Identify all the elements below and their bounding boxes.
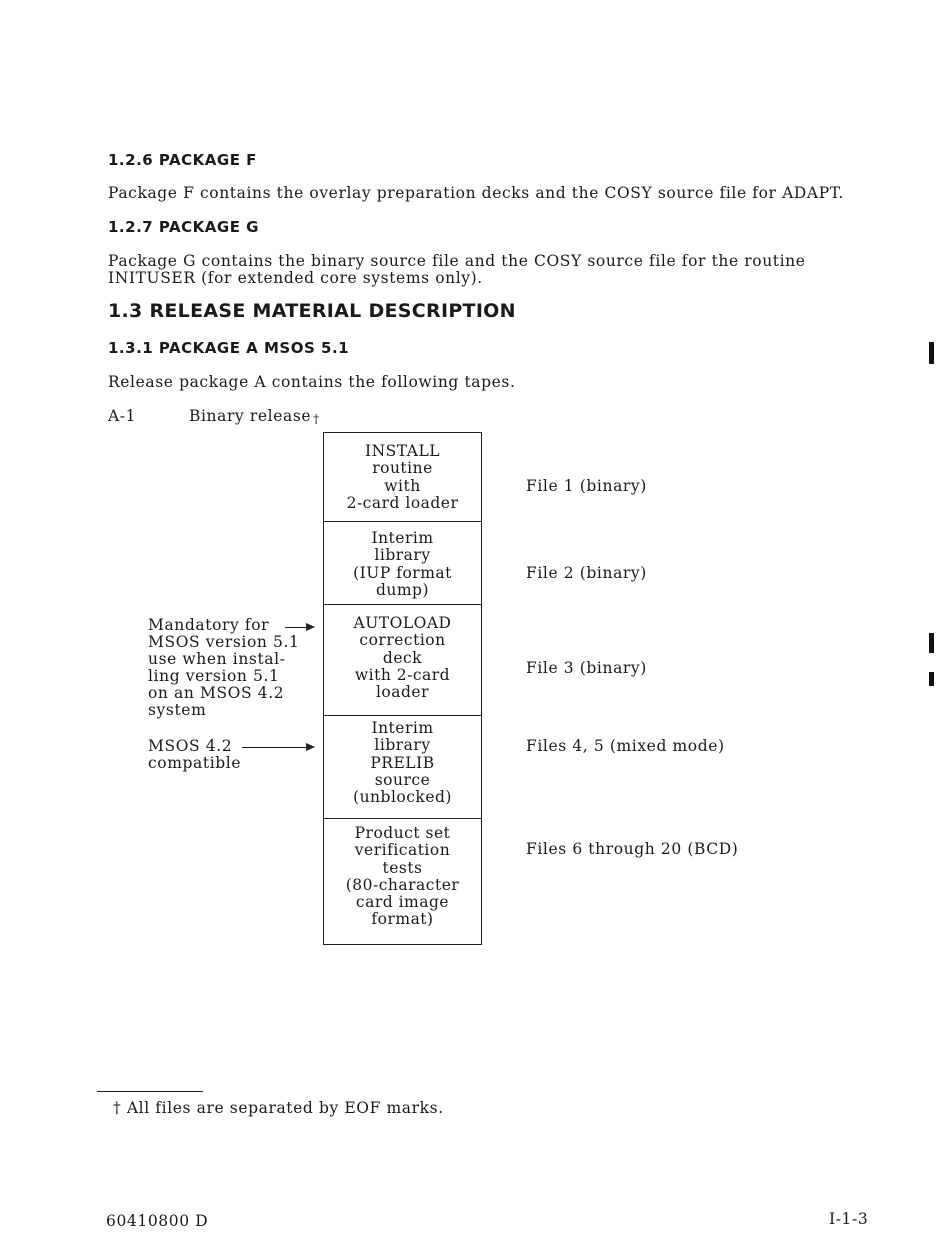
mandatory-arrow (285, 627, 313, 628)
note-mandatory-line: system (148, 701, 207, 719)
block-5-line: Product set (354, 824, 451, 842)
block-4-line: Interim (371, 719, 434, 737)
section-heading-1-2-6: 1.2.6 PACKAGE F (108, 151, 257, 169)
paragraph-package-g-line1: Package G contains the binary source file and the COSY source file for the routine (108, 252, 806, 270)
change-bar (929, 672, 934, 686)
tape-block-2 (324, 521, 481, 604)
file-label-3: File 3 (binary) (526, 659, 647, 677)
change-bar (929, 633, 934, 653)
block-2-line: (IUP format (353, 563, 452, 582)
section-heading-1-3: 1.3 RELEASE MATERIAL DESCRIPTION (108, 300, 516, 322)
block-2-line: Interim (371, 529, 434, 547)
section-heading-1-3-1: 1.3.1 PACKAGE A MSOS 5.1 (108, 339, 350, 357)
page-number: I-1-3 (829, 1210, 869, 1228)
block-1-line: routine (372, 459, 433, 478)
block-5-line: verification (354, 841, 451, 860)
note-mandatory-line: use when instal- (148, 650, 286, 668)
note-compatible (148, 738, 241, 772)
file-label-5: Files 6 through 20 (BCD) (526, 840, 739, 858)
block-3-line: AUTOLOAD (353, 614, 452, 632)
block-1-line: with (384, 476, 421, 495)
note-mandatory-line: MSOS version 5.1 (148, 633, 300, 651)
footnote: † All files are separated by EOF marks. (113, 1099, 444, 1117)
section-heading-1-2-7: 1.2.7 PACKAGE G (108, 218, 259, 236)
tape-block-4 (324, 715, 481, 818)
file-label-1: File 1 (binary) (526, 477, 647, 495)
block-3-line: loader (375, 683, 430, 702)
note-compatible-line: compatible (148, 754, 242, 772)
block-5-line: card image (355, 893, 450, 912)
block-1-line: INSTALL (364, 442, 441, 460)
footnote-rule (97, 1091, 203, 1092)
file-label-2: File 2 (binary) (526, 564, 647, 582)
block-3-line: deck (382, 648, 423, 667)
block-5-line: tests (382, 858, 423, 877)
file-label-4: Files 4, 5 (mixed mode) (526, 737, 725, 755)
tape-block-1 (324, 432, 481, 521)
note-mandatory-line: on an MSOS 4.2 (148, 684, 285, 702)
block-5-line: format) (371, 910, 434, 929)
tape-title (189, 408, 320, 428)
paragraph-package-g-line2: INITUSER (for extended core systems only). (108, 269, 483, 287)
tape-title-text: Binary release (189, 407, 312, 425)
block-3-line: with 2-card (354, 665, 451, 684)
note-mandatory-line: Mandatory for (148, 616, 270, 634)
tape-diagram (323, 432, 482, 945)
compatible-arrow (242, 747, 313, 748)
block-4-line: PRELIB (370, 753, 435, 772)
block-2-line: library (374, 546, 431, 565)
paragraph-package-f: Package F contains the overlay preparation decks and the COSY source file for ADAPT. (108, 184, 844, 202)
paragraph-package-a: Release package A contains the following tapes. (108, 373, 516, 391)
document-number: 60410800 D (106, 1212, 209, 1230)
block-4-line: source (374, 770, 431, 789)
tape-block-3 (324, 604, 481, 715)
note-mandatory (148, 617, 299, 719)
note-compatible-line: MSOS 4.2 (148, 737, 233, 755)
block-4-line: (unblocked) (353, 788, 452, 807)
block-4-line: library (374, 736, 431, 755)
block-5-line: (80-character (345, 875, 460, 894)
change-bar (929, 342, 934, 364)
block-3-line: correction (359, 631, 446, 650)
block-2-line: dump) (375, 580, 430, 599)
tape-block-5 (324, 818, 481, 945)
note-mandatory-line: ling version 5.1 (148, 667, 280, 685)
block-1-line: 2-card loader (346, 493, 459, 512)
dagger-mark: † (313, 412, 320, 426)
tape-id: A-1 (108, 407, 137, 425)
